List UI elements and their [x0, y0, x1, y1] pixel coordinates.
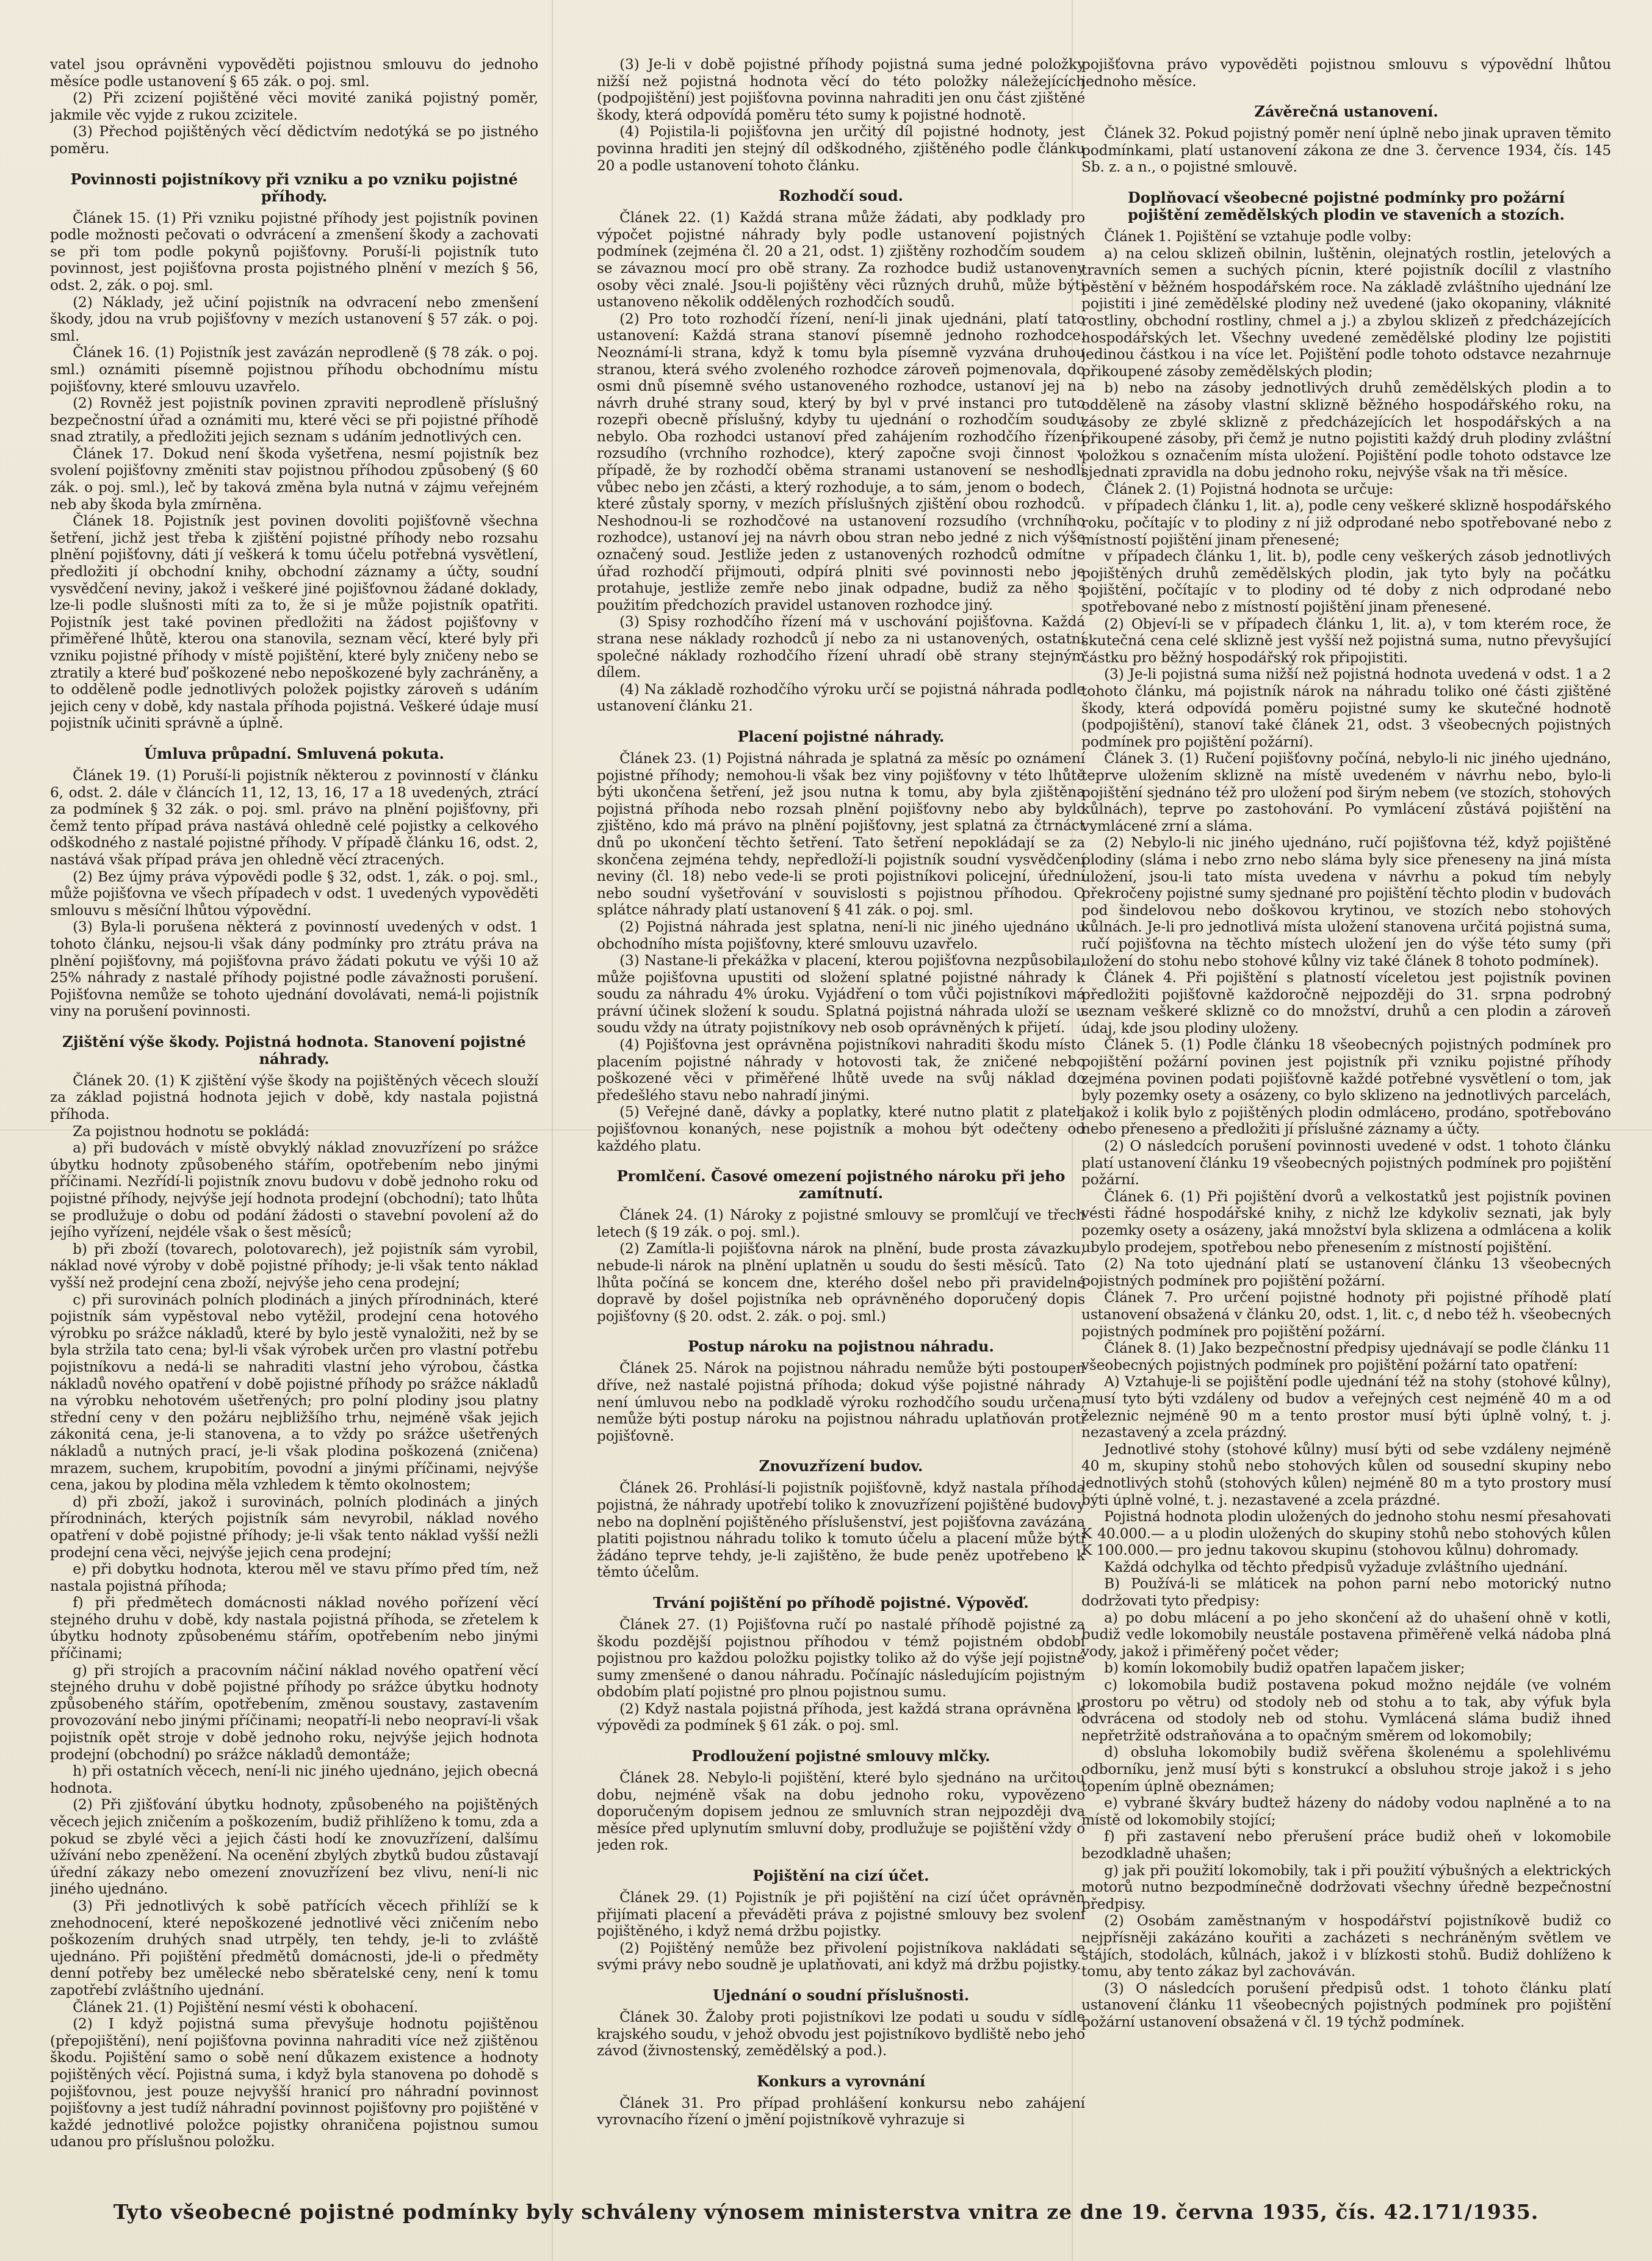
text-column-2: [597, 56, 1085, 2174]
paragraph: Článek 1. Pojištění se vztahuje podle volby:: [1104, 228, 1412, 245]
paragraph: (2) Pojištěný nemůže bez přivolení pojistníkova nakládati se svými právy nebo soudně je uplatňovati, ani když má držbu pojistky.: [597, 1939, 1085, 1973]
paragraph: (2) Bez újmy práva výpovědi podle § 32, odst. 1, zák. o poj. sml., může pojišťovna ve všech případech v odst. 1 uvedených vypověděti smlouvu s měsíční lhůtou výpovědní.: [50, 868, 538, 919]
section-heading: Promlčení. Časové omezení pojistného nároku při jeho zamítnutí.: [616, 1167, 1066, 1203]
section-heading: Placení pojistné náhrady.: [737, 727, 945, 745]
paragraph: Pojistná hodnota plodin uložených do jednoho stohu nesmí přesahovati K 40.000.— a u plodin uložených do skupiny stohů nebo stohových kůlen K 100.000.— pro jednu takovou skupinu (stohovou kůlnu) dohromady.: [1081, 1508, 1611, 1559]
paragraph: (2) I když pojistná suma převyšuje hodnotu pojištěnou (přepojištění), není pojišťovna povinna nahraditi více než zjištěnou škodu. Pojištění samo o sobě není důkazem existence a hodnoty pojištěných věcí. Pojistná suma, i když byla stanovena po dohodě s pojišťovnou, jest pouze nejvyšší hranicí pro náhradní povinnost pojišťovny a jest tudíž náhradní povinnost pojišťovny pro pojištěné v každé jednotlivé položce pojistky ohraničena pojistnou sumou udanou pro příslušnou položku.: [50, 2016, 538, 2151]
paragraph: (2) Když nastala pojistná příhoda, jest každá strana oprávněna k výpovědi za podmínek § 61 zák. o poj. sml.: [597, 1700, 1085, 1734]
paragraph: Článek 22. (1) Každá strana může žádati, aby podklady pro výpočet pojistné náhrady byly podle ustanovení pojistných podmínek (zejména čl. 20 a 21, odst. 1) zjištěny rozhodčím soudem se závaznou mocí pro obě strany. Za rozhodce budiž ustanoveny osoby věci znalé. Jsou-li pojištěny věci různých druhů, může býti ustanoveno několik oddělených rozhodčích soudů.: [597, 209, 1085, 311]
section-heading: Ujednání o soudní příslušnosti.: [712, 1986, 970, 2004]
paragraph: (2) Rovněž jest pojistník povinen zpraviti neprodleně příslušný bezpečnostní úřad a oznámiti mu, které věci se při pojistné příhodě snad ztratily, a předložiti jejich seznam s udáním jednotlivých cen.: [50, 395, 538, 446]
paragraph: Za pojistnou hodnotu se pokládá:: [73, 1123, 309, 1140]
paragraph: a) při budovách v místě obvyklý náklad znovuzřízení po srážce úbytku hodnoty způsobeného stářím, opotřebením nebo jinými příčinami. Nezřídí-li pojistník znovu budovu v době jednoho roku od pojistné příhody, nejvýše její hodnota prodejní (obchodní); tato lhůta se prodlužuje o dobu od podání žádosti o stavební povolení až do jejího vyřízení, nejdéle však o šest měsíců;: [50, 1140, 538, 1241]
paragraph: (2) Zamítla-li pojišťovna nárok na plnění, bude prosta závazku, nebude-li nárok na plnění uplatněn u soudu do šesti měsíců. Tato lhůta počíná se koncem dne, kterého došel nebo při pravidelné dopravě by došel pojistníka neb oprávněného doporučený dopis pojišťovny (§ 20. odst. 2. zák. o poj. sml.): [597, 1240, 1085, 1325]
section-heading: Znovuzřízení budov.: [759, 1457, 923, 1475]
paragraph: h) při ostatních věcech, není-li nic jiného ujednáno, jejich obecná hodnota.: [50, 1763, 538, 1796]
paragraph: Článek 17. Dokud není škoda vyšetřena, nesmí pojistník bez svolení pojišťovny změniti stav pojistnou příhodou způsobený (§ 60 zák. o poj. sml.), leč by taková změna byla nutná v zájmu veřejném neb aby škoda byla zmírněna.: [50, 445, 538, 513]
paragraph: Článek 7. Pro určení pojistné hodnoty při pojistné příhodě platí ustanovení obsažená v článku 20, odst. 1, lit. c, d nebo též h. všeobecných pojistných podmínek pro pojištění požární.: [1081, 1289, 1611, 1340]
paragraph: (2) Nebylo-li nic jiného ujednáno, ručí pojišťovna též, když pojištěné plodiny (sláma i nebo zrno nebo sláma byly sice přeneseny na jiná místa uložení, jsou-li tato místa uvedena v návrhu a pokud tím nebyly překročeny pojistné sumy sjednané pro pojištění těchto plodin v budovách pod šindelovou nebo doškovou krytinou, ve stozích nebo stohových kůlnách. Je-li pro jednotlivá místa uložení stanovena určitá pojistná suma, ručí pojišťovna na těchto místech uložení jen do výše této sumy (při uložení do stohu nebo stohové kůlny viz také článek 8 tohoto podmínek).: [1081, 834, 1611, 969]
paragraph: f) při zastavení nebo přerušení práce budiž oheň v lokomobile bezodkladně uhašen;: [1081, 1828, 1611, 1862]
paragraph: vatel jsou oprávněni vypověděti pojistnou smlouvu do jednoho měsíce podle ustanovení § 65 zák. o poj. sml.: [50, 56, 538, 90]
paragraph: Článek 25. Nárok na pojistnou náhradu nemůže býti postoupen dříve, než nastalé pojistná příhoda; dokud výše pojistné náhrady není úmluvou nebo na podkladě výroku rozhodčího soudu určena, nemůže býti postup nároku na pojistnou náhradu uplatňován proti pojišťovně.: [597, 1360, 1085, 1444]
paragraph: Článek 18. Pojistník jest povinen dovoliti pojišťovně všechna šetření, jichž jest třeba k zjištění pojistné příhody nebo rozsahu plnění pojišťovny, dáti jí veškerá k tomu účelu potřebná vysvětlení, předložiti jí obchodní knihy, obchodní záznamy a účty, soudní vysvědčení neviny, jakož i veškeré jiné pojišťovnou žádané doklady, lze-li podle slušnosti míti za to, že si je může pojistník opatřiti. Pojistník jest také povinen předložiti na žádost pojišťovny v přiměřené lhůtě, kterou ona stanovila, seznam věcí, které byly při vzniku pojistné příhody v místě pojištění, které byly zničeny nebo se ztratily a které buď poškozené nebo nepoškozené byly zachráněny, a to odděleně podle jednotlivých položek pojistky zároveň s udáním jejich ceny v době, kdy nastala příhoda pojistná. Veškeré údaje musí pojistník učiniti správně a úplně.: [50, 513, 538, 732]
paragraph: Článek 32. Pokud pojistný poměr není úplně nebo jinak upraven těmito podmínkami, platí ustanovení zákona ze dne 3. července 1934, čís. 145 Sb. z. a n., o pojistné smlouvě.: [1081, 125, 1611, 176]
paragraph: (2) O následcích porušení povinnosti uvedené v odst. 1 tohoto článku platí ustanovení článku 19 všeobecných pojistných podmínek pro pojištění požární.: [1081, 1138, 1611, 1188]
paragraph: Článek 16. (1) Pojistník jest zavázán neprodleně (§ 78 zák. o poj. sml.) oznámiti písemně pojistnou příhodu obchodnímu místu pojišťovny, které smlouvu uzavřelo.: [50, 344, 538, 395]
paragraph: (2) Pro toto rozhodčí řízení, není-li jinak ujednáni, platí tato ustanovení: Každá strana stanoví písemně jednoho rozhodce. Neoznámí-li strana, když k tomu byla písemně vyzvána druhou stranou, která svého zvoleného rozhodce zároveň pojmenovala, do osmi dnů písemně svého ustanoveného rozhodce, ustanoví jej na návrh druhé strany soud, který by byl v prvé instanci pro tuto rozepři obecně příslušný, kdyby tu ujednání o rozhodčím soudu nebylo. Oba rozhodci ustanoví před zahájením rozhodčího řízení rozsudího (vrchního rozhodce), který započne svoji činnost v případě, že by rozhodčí oběma stranami ustanovení se neshodli vůbec nebo jen zčásti, a který rozhoduje, a to sám, jenom o bodech, které zůstaly sporny, v mezích příslušných zjištění obou rozhodců. Neshodnou-li se rozhodčové na ustanovení rozsudího (vrchního rozhodce), ustanoví jej na návrh obou stran nebo jedné z nich výše označený soud. Jestliže jeden z ustanovených rozhodců odmítne úřad rozhodčí přijmouti, odpírá plniti své povinnosti nebo je protahuje, jestliže zemře nebo jinak odpadne, budiž za něho s použitím předchozích pravidel ustanoven rozhodce jiný.: [597, 310, 1085, 613]
paragraph: Článek 5. (1) Podle článku 18 všeobecných pojistných podmínek pro pojištění požární povinen jest pojistník při vzniku pojistné příhody zejména povinen podati pojišťovně každé potřebné vysvětlení o tom, jak byly pozemky osety a osázeny, co bylo sklizeno na jednotlivých parcelách, jakož i kolik bylo z pojištěných plodin odmlácено, prodáno, spotřebováno nebo přeneseno a předložiti jí příslušné záznamy a účty.: [1081, 1036, 1611, 1138]
paragraph: b) komín lokomobily budiž opatřen lapačem jisker;: [1104, 1660, 1465, 1677]
paragraph: c) při surovinách polních plodinách a jiných přírodninách, které pojistník sám vypěstoval nebo vytěžil, prodejní cena hotového výrobku po srážce nákladů, které by bylo jestě vynaložiti, než by se byla stržila tato cena; byl-li však výrobek určen pro vlastní potřebu pojistníkovu a nedá-li se nahraditi vlastní jeho výrobou, částka nákladů nového opatření v době pojistné příhody po srážce nákladů na výrobku nehotovém ušetřených; pro polní plodiny jsou platny střední ceny v den požáru nejbližšího trhu, nejméně však jejich zákonitá cena, je-li stanovena, a to vždy po srážce ušetřených nákladů a nutných prací, je-li však plodina poškozená (zničena) mrazem, suchem, krupobitím, povodní a jinými příčinami, nejvýše cena, jakou by plodina měla vzhledem k těmto okolnostem;: [50, 1291, 538, 1494]
paragraph: (2) Pojistná náhrada jest splatna, není-li nic jiného ujednáno u obchodního místa pojišťovny, které smlouvu uzavřelo.: [597, 918, 1085, 952]
paragraph: (3) Je-li pojistná suma nižší než pojistná hodnota uvedená v odst. 1 a 2 tohoto článku, má pojistník nárok na náhradu toliko oné části zjištěné škody, která odpovídá poměru pojistné sumy ke skutečné hodnotě (podpojištění), stanoví také článek 21, odst. 3 všeobecných pojistných podmínek pro pojištění požární).: [1081, 666, 1611, 750]
paragraph: (5) Veřejné daně, dávky a poplatky, které nutno platit z plateb pojišťovnou konaných, nese pojistník a mohou být odečteny od každého platu.: [597, 1104, 1085, 1154]
paragraph: a) po dobu mlácení a po jeho skončení až do uhašení ohně v kotli, budiž vedle lokomobily neustále postavena přiměřeně velká nádoba plná vody, jakož i přiměřený počet věder;: [1081, 1609, 1611, 1660]
text-column-1: [50, 56, 538, 2174]
paragraph: Článek 26. Prohlásí-li pojistník pojišťovně, když nastala příhoda pojistná, že náhrady upotřebí toliko k znovuzřízení pojištěné budovy nebo na doplnění pojištěného příslušenství, jest pojišťovna zavázána platiti pojistnou náhradu toliko k tomuto účelu a placení může býti žádáno teprve tehdy, je-li zajištěno, že bude peněz upotřebeno k těmto účelům.: [597, 1480, 1085, 1581]
section-heading: Postup nároku na pojistnou náhradu.: [688, 1337, 994, 1356]
paragraph: Každá odchylka od těchto předpisů vyžaduje zvláštního ujednání.: [1104, 1558, 1568, 1575]
paragraph: Článek 3. (1) Ručení pojišťovny počíná, nebylo-li nic jiného ujednáno, teprve uložením sklizně na místě uvedeném v návrhu nebo, bylo-li pojištění sjednáno též pro uložení pod širým nebem (ve stozích, stohových kůlnách), teprve po zastohování. Po vymlácení zůstává pojištění na vymlácené zrní a sláma.: [1081, 750, 1611, 834]
paragraph: B) Používá-li se mláticek na pohon parní nebo motorický nutno dodržovati tyto předpisy:: [1081, 1575, 1611, 1610]
paragraph: (3) Přechod pojištěných věcí dědictvím nedotýká se po jistného poměru.: [50, 123, 538, 157]
paragraph: (2) Na toto ujednání platí se ustanovení článku 13 všeobecných pojistných podmínek pro pojištění požární.: [1081, 1256, 1611, 1289]
paragraph: g) při strojích a pracovním náčiní náklad nového opatření věcí stejného druhu v době pojistné příhody po srážce úbytku hodnoty způsobeného stářím, opotřebením, změnou soustavy, zastavením provozování nebo jinými příčinami; neopatří-li nebo neopraví-li však pojistník opět stroje v době jednoho roku, nejvýše jejich hodnota prodejní (obchodní) po srážce nákladů demontáže;: [50, 1662, 538, 1763]
paragraph: v případech článku 1, lit. b), podle ceny veškerých zásob jednotlivých pojištěných druhů zemědělských plodin, jak tyto byly na počátku pojištění, počítajíc v to plodiny od té doby z nich odprodané nebo spotřebované nebo z místností pojištění jinam přenesené.: [1081, 548, 1611, 616]
paragraph: (2) Při zcizení pojištěné věci movité zaniká pojistný poměr, jakmile věc vyjde z rukou zcizitele.: [50, 90, 538, 123]
paragraph: Článek 8. (1) Jako bezpečnostní předpisy ujednávají se podle článku 11 všeobecných pojistných podmínek pro pojištění požární tato opatření:: [1081, 1340, 1611, 1373]
paragraph: (4) Na základě rozhodčího výroku určí se pojistná náhrada podle ustanovení článku 21.: [597, 681, 1085, 715]
paragraph: f) při předmětech domácnosti náklad nového pořízení věcí stejného druhu v době, kdy nastala pojistná příhoda, se zřetelem k úbytku hodnoty způsobenému stářím, opotřebením nebo jinými příčinami;: [50, 1594, 538, 1662]
paragraph: g) jak při použití lokomobily, tak i při použití výbušných a elektrických motorů nutno bezpodmínečně dodržovati všechny úředně bezpečnostní předpisy.: [1081, 1862, 1611, 1912]
paragraph: (3) Nastane-li překážka v placení, kterou pojišťovna nezpůsobila, může pojišťovna upustiti od složení splatné pojistné náhrady k soudu za náhradu 4% úroku. Vyjádření o tom vůči pojistníkovi má právní účinek složení k soudu. Splatná pojistná náhrada uloží se u soudu vždy na útraty pojistníkovy neb osob oprávněných k přijetí.: [597, 952, 1085, 1036]
paragraph: Jednotlivé stohy (stohové kůlny) musí býti od sebe vzdáleny nejméně 40 m, skupiny stohů nebo stohových kůlen od sousední skupiny nebo jednotlivých stohů (stohových kůlen) nejméně 80 m a tyto prostory musí býti úplně volné, t. j. nezastavené a zcela prázdné.: [1081, 1441, 1611, 1508]
paragraph: Článek 20. (1) K zjištění výše škody na pojištěných věcech slouží za základ pojistná hodnota jejich v době, kdy nastala pojistná příhoda.: [50, 1072, 538, 1123]
paragraph: (2) Osobám zaměstnaným v hospodářství pojistníkově budiž co nejpřísněji zakázáno kouřiti a zacházeti s nechráněným světlem ve stájích, stodolách, kůlnách, jakož i v blízkosti stohů. Budiž dohlíženo k tomu, aby tento zákaz byl zachováván.: [1081, 1912, 1611, 1980]
paragraph: Článek 4. Při pojištění s platností víceletou jest pojistník povinen předložiti pojišťovně každoročně nejpozději do 31. srpna podrobný seznam veškeré sklizně co do množství, druhů a cen plodin a zároveň údaj, kde jsou plodiny uloženy.: [1081, 969, 1611, 1036]
section-heading: Trvání pojištění po příhodě pojistné. Výpověď.: [653, 1593, 1029, 1612]
section-heading: Pojištění na cizí účet.: [752, 1867, 929, 1885]
paragraph: Článek 6. (1) Při pojištění dvorů a velkostatků jest pojistník povinen vésti řádné hospodářské knihy, z nichž lze kdykoliv seznati, jak byly pozemky osety a osázeny, jaká množství byla sklizena a odmlácena a kolik ubylo prodejem, spotřebou nebo přenesením z místností pojištění.: [1081, 1188, 1611, 1256]
section-heading: Doplňovací všeobecné pojistné podmínky pro požární pojištění zemědělských plodin ve staveních a stozích.: [1128, 188, 1565, 223]
fold-line: [552, 0, 553, 2261]
paragraph: (3) Byla-li porušena některá z povinností uvedených v odst. 1 tohoto článku, nejsou-li však dány podmínky pro ztrátu práva na plnění pojišťovny, má pojišťovna právo žádati pokutu ve výši 10 až 25% náhrady z nastalé příhody pojistné podle závažnosti porušení. Pojišťovna nemůže se tohoto ujednání dovolávati, nemá-li pojistník viny na porušení povinnosti.: [50, 919, 538, 1020]
paragraph: b) při zboží (tovarech, polotovarech), jež pojistník sám vyrobil, náklad nové výroby v době pojistné příhody; je-li však tento náklad vyšší než prodejní cena zboží, nejvýše jeho cena prodejní;: [50, 1240, 538, 1291]
section-heading: Rozhodčí soud.: [778, 187, 903, 205]
paragraph: e) vybrané škváry budtež házeny do nádoby vodou naplněné a to na místě od lokomobily stojící;: [1081, 1795, 1611, 1828]
paragraph: (2) Objeví-li se v případech článku 1, lit. a), v tom kterém roce, že skutečná cena celé sklizně jest vyšší než pojistná suma, nutno převyšující částku pro běžný hospodářský rok připojistiti.: [1081, 615, 1611, 666]
paragraph: (3) Je-li v době pojistné příhody pojistná suma jedné položky nižší než pojistná hodnota věcí do této položky náležejících (podpojištění) jest pojišťovna povinna nahraditi jen onu část zjištěné škody, která odpovídá poměru této sumy k pojistné hodnotě.: [597, 56, 1085, 123]
paragraph: (3) O následcích porušení předpisů odst. 1 tohoto článku platí ustanovení článku 11 všeobecných pojistných podmínek pro pojištění požární ustanovení obsažená v čl. 19 týchž podmínek.: [1081, 1980, 1611, 2030]
section-heading: Prodloužení pojistné smlouvy mlčky.: [691, 1747, 990, 1765]
paragraph: d) při zboží, jakož i surovinách, polních plodinách a jiných přírodninách, kterých pojistník sám nevyrobil, náklad nového opatření v době pojistné příhody; je-li však tento náklad vyšší nežli prodejní cena věci, nejvýše jejich cena prodejní;: [50, 1493, 538, 1561]
paragraph: (2) Při zjišťování úbytku hodnoty, způsobeného na pojištěných věcech jejich zničením a poškozením, budiž přihlíženo k tomu, zda a pokud se zbylé věci a jejich části hodí ke znovuzřízení, dalšímu užívání nebo zpeněžení. Na ocenění zbylých zbytků budou zůstavají úřední zákazy nebo omezení znovuzřízení bez vlivu, není-li nic jiného ujednáno.: [50, 1796, 538, 1898]
paragraph: d) obsluha lokomobily budiž svěřena školenému a spolehlivému odborníku, jenž musí býti s konstrukcí a obsluhou stroje jakož i s jeho topením úplně obeznámen;: [1081, 1744, 1611, 1795]
paragraph: Článek 15. (1) Při vzniku pojistné příhody jest pojistník povinen podle možnosti pečovati o odvrácení a zmenšení škody a zachovati se při tom podle pokynů pojišťovny. Poruší-li pojistník tuto povinnost, jest pojišťovna prosta pojistného plnění v mezích § 56, odst. 2, zák. o poj. sml.: [50, 209, 538, 294]
section-heading: Závěrečná ustanovení.: [1254, 103, 1438, 121]
paragraph: a) na celou sklizeň obilnin, luštěnin, olejnatých rostlin, jetelových a travních semen a suchých pícnin, které pojistník docílil z vlastního pěstění v běžném hospodářském roce. Na základě zvláštního ujednání lze pojistiti i jiné zemědělské plodiny než uvedené (jako okopaniny, vláknité rostliny, obchodní rostliny, chmel a j.) a zbylou sklizeň z předcházejících hospodářských let. Všechny uvedené zemědělské plodiny lze pojistiti jedinou částkou i na více let. Pojištění podle tohoto odstavce nezahrnuje přikoupené zásoby zemědělských plodin;: [1081, 245, 1611, 380]
paragraph: b) nebo na zásoby jednotlivých druhů zemědělských plodin a to odděleně na zásoby vlastní sklizně běžného hospodářského roku, na zásoby ze zbylé sklizně z předcházejících let hospodářských a na přikoupené zásoby, při čemž je nutno pojistiti každý druh plodiny zvláštní položkou s označením místa uložení. Pojištění podle tohoto odstavce lze sjednati zpravidla na dobu jednoho roku, nejvýše však na tři měsíce.: [1081, 380, 1611, 481]
paragraph: Článek 21. (1) Pojištění nesmí vésti k obohacení.: [73, 1999, 419, 2016]
paragraph: (4) Pojistila-li pojišťovna jen určitý díl pojistné hodnoty, jest povinna hraditi jen stejný díl odškodného, zjištěného podle článku 20 a podle ustanovení tohoto článku.: [597, 123, 1085, 174]
section-heading: Povinnosti pojistníkovy při vzniku a po vzniku pojistné příhody.: [70, 170, 518, 205]
approval-footer: Tyto všeobecné pojistné podmínky byly schváleny výnosem ministerstva vnitra ze dne 19. června 1935, čís. 42.171/1935.: [113, 2200, 1539, 2224]
paragraph: Článek 27. (1) Pojišťovna ručí po nastalé příhodě pojistné za škodu pozdější pojistnou příhodou v témž pojistném období pojistnou pro každou položku pojistky toliko až do výše její pojistné sumy zmenšené o danou náhradu. Počínajíc následujícím pojistným obdobím platí pojistné pro plnou pojistnou sumu.: [597, 1616, 1085, 1701]
paragraph: (2) Náklady, jež učiní pojistník na odvracení nebo zmenšení škody, jdou na vrub pojišťovny v mezích ustanovení § 57 zák. o poj. sml.: [50, 294, 538, 344]
paragraph: Článek 31. Pro případ prohlášení konkursu nebo zahájení vyrovnacího řízení o jmění pojistníkově vyhrazuje si: [597, 2094, 1085, 2129]
section-heading: Zjištění výše škody. Pojistná hodnota. Stanovení pojistné náhrady.: [62, 1032, 526, 1068]
paragraph: c) lokomobila budiž postavena pokud možno nejdále (ve volném prostoru po větru) od stodoly neb od stohu a to tak, aby výfuk byla odvrácena od stodoly neb od stohu. Vymlácená sláma budiž ihned nepřetržitě odstraňována a to opačným směrem od lokomobily;: [1081, 1677, 1611, 1744]
paragraph: Článek 2. (1) Pojistná hodnota se určuje:: [1104, 480, 1394, 497]
paragraph: (3) Spisy rozhodčího řízení má v uschování pojišťovna. Každá strana nese náklady rozhodců jí nebo za ni ustanovených, ostatní společné náklady rozhodčího řízení uhradí obě strany stejným dílem.: [597, 613, 1085, 681]
paragraph: A) Vztahuje-li se pojištění podle ujednání též na stohy (stohové kůlny), musí tyto býti vzdáleny od budov a veřejných cest nejméně 40 m a od železnic nejméně 90 m a tento prostor musí býti úplně volný, t. j. nezastavený a zcela prázdný.: [1081, 1373, 1611, 1441]
paragraph: Článek 30. Žaloby proti pojistníkovi lze podati u soudu v sídle krajského soudu, v jehož obvodu jest pojistníkovo bydliště nebo jeho závod (živnostenský, zemědělský a pod.).: [597, 2009, 1085, 2060]
paragraph: Článek 23. (1) Pojistná náhrada je splatná za měsíc po oznámení pojistné příhody; nemohou-li však bez viny pojišťovny v této lhůtě býti ukončena šetření, jež jsou nutna k tomu, aby byla zjištěna pojistná příhoda nebo rozsah plnění pojišťovny nebo aby bylo zjištěno, kdo má právo na plnění pojišťovny, jest splatná za čtrnáct dnů po ukončení těchto šetření. Tato šetření nepokládají se za skončena zejména tehdy, nepředloží-li pojistník soudní vysvědčení neviny (čl. 18) nebo vede-li se proti pojistníkovi policejní, úřední nebo soudní vyšetřování v souvislosti s pojistnou příhodou. O splátce náhrady platí ustanovení § 41 zák. o poj. sml.: [597, 750, 1085, 919]
section-heading: Úmluva průpadní. Smluvená pokuta.: [144, 744, 444, 762]
paragraph: (4) Pojišťovna jest oprávněna pojistníkovi nahraditi škodu místo placením pojistné náhrady v hotovosti tak, že zničené nebo poškozené věci v přiměřené lhůtě uvede na svůj náklad do předešlého stavu nebo nahradí jinými.: [597, 1036, 1085, 1104]
paragraph: e) při dobytku hodnota, kterou měl ve stavu přímo před tím, než nastala pojistná příhoda;: [50, 1561, 538, 1594]
paragraph: Článek 29. (1) Pojistník je při pojištění na cizí účet oprávněn přijímati placení a převáděti práva z pojistné smlouvy bez svolení pojištěného, i když nemá držbu pojistky.: [597, 1889, 1085, 1940]
paragraph: v případech článku 1, lit. a), podle ceny veškeré sklizně hospodářského roku, počítajíc v to plodiny z ní již odprodané nebo spotřebované nebo z místností pojištění jinam přenesené;: [1081, 497, 1611, 548]
paragraph: Článek 28. Nebylo-li pojištění, které bylo sjednáno na určitou dobu, nejméně však na dobu jednoho roku, vypovězeno doporučeným dopisem jednou ze smluvních stran nejpozději dva měsíce před uplynutím smluvní doby, prodlužuje se pojištění vždy o jeden rok.: [597, 1770, 1085, 1854]
paragraph: Článek 19. (1) Poruší-li pojistník některou z povinností v článku 6, odst. 2. dále v článcích 11, 12, 13, 16, 17 a 18 uvedených, ztrácí za podmínek § 32 zák. o poj. sml. právo na plnění pojišťovny, při čemž tento případ práva nastává ohledně celé pojistky a celkového odškodného z nastalé pojistné příhody. V případě článku 16, odst. 2, nastává však případ práva jen ohledně věcí ztracených.: [50, 767, 538, 868]
paragraph: (3) Při jednotlivých k sobě patřících věcech přihlíží se k znehodnocení, které nepoškozené jednotlivé věci zničením nebo poškozením druhých snad utrpěly, ten tehdy, je-li to zvláště ujednáno. Při pojištění předmětů domácnosti, jde-li o předměty denní potřeby bez umělecké nebo sběratelské ceny, není k tomu zapotřebí zvláštního ujednání.: [50, 1897, 538, 1999]
paragraph: pojišťovna právo vypověděti pojistnou smlouvu s výpovědní lhůtou jednoho měsíce.: [1081, 56, 1611, 90]
section-heading: Konkurs a vyrovnání: [756, 2072, 926, 2090]
paragraph: Článek 24. (1) Nároky z pojistné smlouvy se promlčují ve třech letech (§ 19 zák. o poj. sml.).: [597, 1207, 1085, 1240]
text-column-3: [1081, 56, 1611, 2174]
